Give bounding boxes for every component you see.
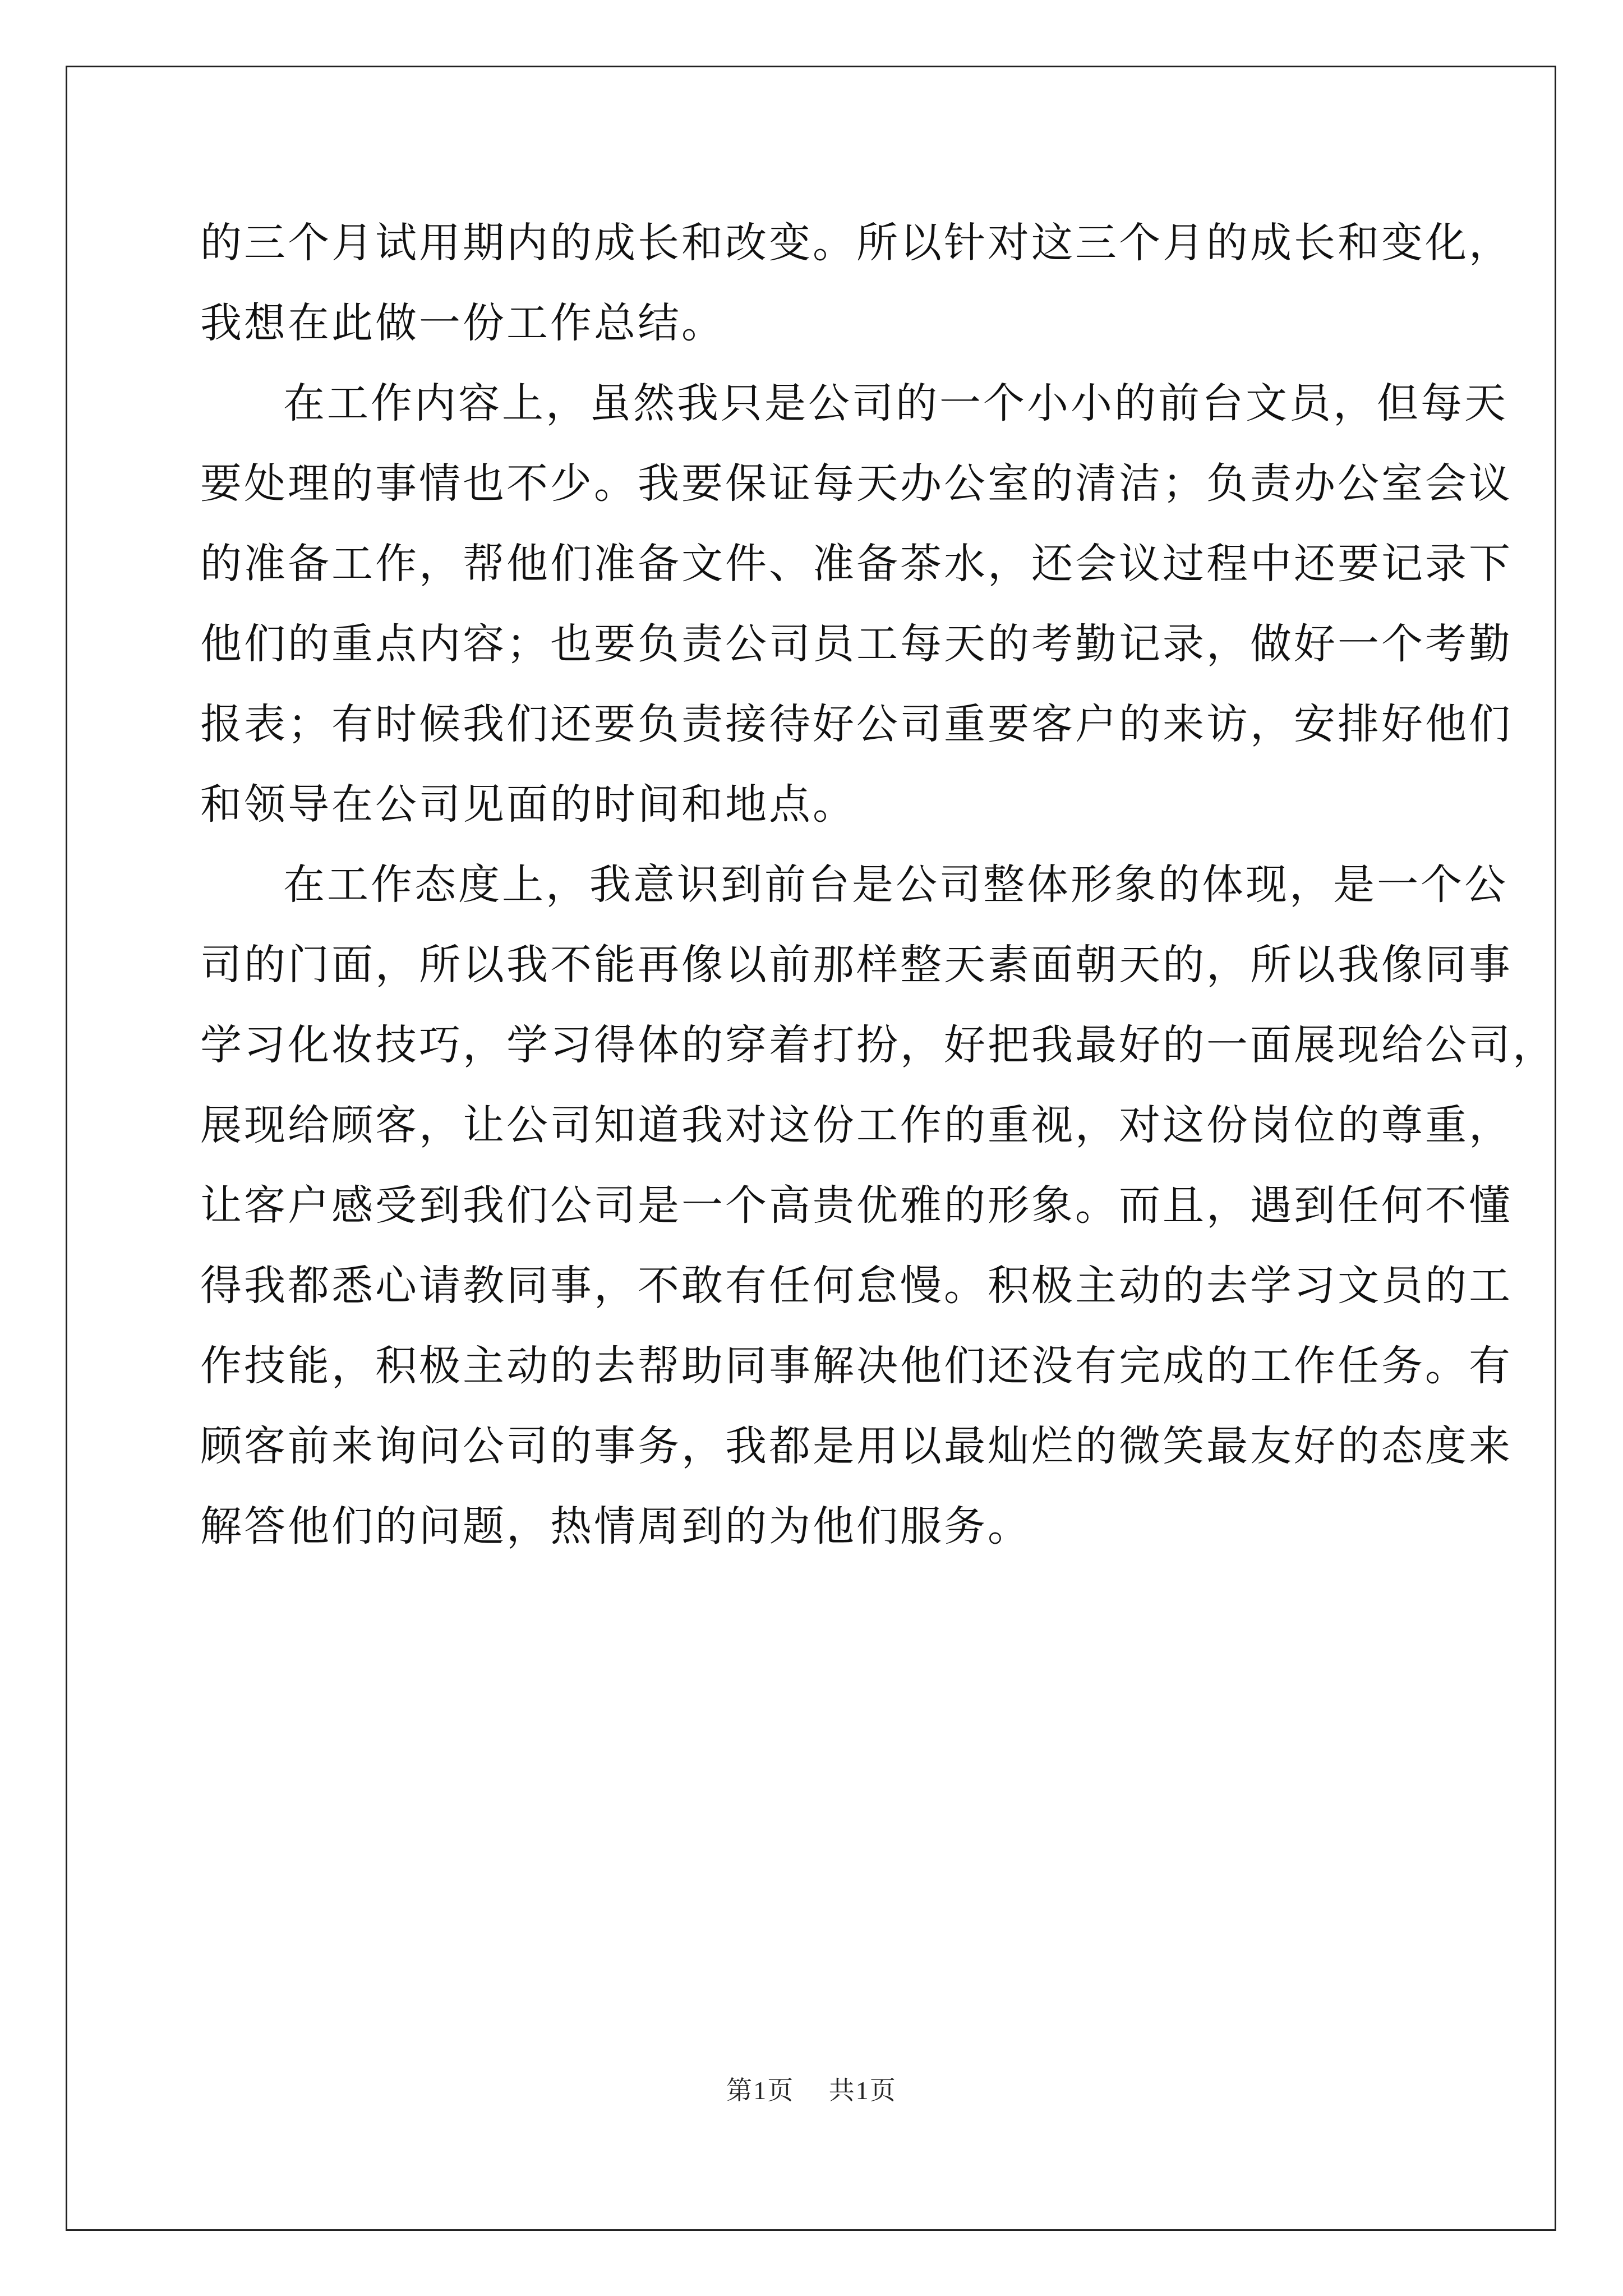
body-line-16: 顾客前来询问公司的事务，我都是用以最灿烂的微笑最友好的态度来 [200,1422,1513,1470]
body-line-6: 他们的重点内容；也要负责公司员工每天的考勤记录，做好一个考勤 [200,620,1513,668]
body-line-3: 在工作内容上，虽然我只是公司的一个小小的前台文员，但每天 [283,379,1508,427]
body-line-1: 的三个月试用期内的成长和改变。所以针对这三个月的成长和变化， [200,219,1513,267]
page-number-current: 第1页 [726,2076,795,2105]
body-line-7: 报表；有时候我们还要负责接待好公司重要客户的来访，安排好他们 [200,700,1513,748]
document-body [200,203,1556,1567]
page-number-total: 共1页 [828,2076,897,2105]
body-line-12: 展现给顾客，让公司知道我对这份工作的重视，对这份岗位的尊重， [200,1101,1513,1149]
body-line-14: 得我都悉心请教同事，不敢有任何怠慢。积极主动的去学习文员的工 [200,1262,1513,1310]
body-line-4: 要处理的事情也不少。我要保证每天办公室的清洁；负责办公室会议 [200,459,1513,508]
body-line-5: 的准备工作，帮他们准备文件、准备茶水，还会议过程中还要记录下 [200,540,1513,588]
body-line-13: 让客户感受到我们公司是一个高贵优雅的形象。而且，遇到任何不懂 [200,1181,1513,1230]
body-line-10: 司的门面，所以我不能再像以前那样整天素面朝天的，所以我像同事 [200,941,1513,989]
body-line-9: 在工作态度上，我意识到前台是公司整体形象的体现，是一个公 [283,861,1508,909]
body-line-2: 我想在此做一份工作总结。 [200,299,725,347]
body-line-15: 作技能，积极主动的去帮助同事解决他们还没有完成的工作任务。有 [200,1342,1513,1390]
body-line-11: 学习化妆技巧，学习得体的穿着打扮，好把我最好的一面展现给公司， [200,1021,1556,1069]
page-footer [0,2070,1623,2107]
body-line-17: 解答他们的问题，热情周到的为他们服务。 [200,1502,1031,1550]
body-line-8: 和领导在公司见面的时间和地点。 [200,780,856,829]
